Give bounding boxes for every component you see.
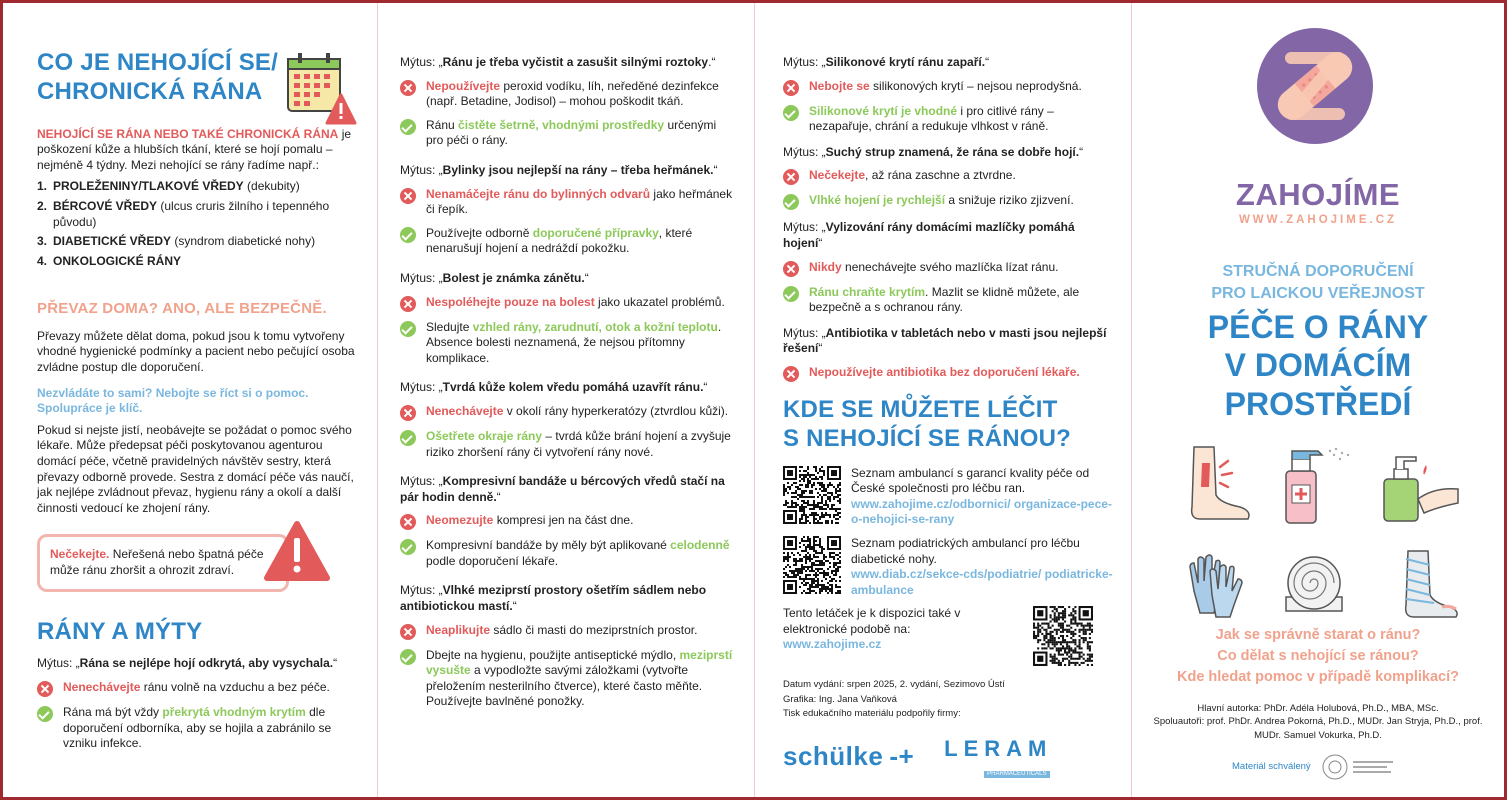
cross-icon — [783, 80, 799, 96]
cross-icon — [400, 188, 416, 204]
leaflet-link[interactable]: www.zahojime.cz — [783, 637, 882, 652]
dont-item: Nepoužívejte antibiotika bez doporučení lékaře. — [783, 365, 1113, 382]
cross-icon — [37, 681, 53, 697]
leram-logo: LERAM PHARMACEUTICALS — [944, 736, 1053, 777]
chronic-wound-title: CO JE NEHOJÍCÍ SE/ CHRONICKÁ RÁNA — [37, 49, 278, 105]
dont-item: Nečekejte, až rána zaschne a ztvrdne. — [783, 168, 1113, 185]
approval — [1232, 753, 1401, 781]
credits — [783, 678, 1113, 721]
dont-item: Nepoužívejte peroxid vodíku, líh, neředěné dezinfekce (např. Betadine, Jodisol) – mohou poškodit tkáň. — [400, 79, 736, 110]
myth-block — [400, 271, 736, 366]
qr-code-icon[interactable] — [783, 466, 841, 524]
do-item: Kompresivní bandáže by měly být aplikované celodenně podle doporučení lékaře. — [400, 538, 736, 569]
sponsor-text: Tisk edukačního materiálu podpořily firmy: — [783, 707, 961, 719]
coauthors: Spoluautoři: prof. PhDr. Andrea Pokorná, Ph.D., MUDr. Jan Stryja, Ph.D., prof. MUDr. Samuel Vokurka, Ph.D. — [1153, 716, 1483, 741]
panel-myths-2 — [755, 3, 1131, 797]
chronic-wound-intro: NEHOJÍCÍ SE RÁNA NEBO TAKÉ CHRONICKÁ RÁNA je poškození kůže a hlubších tkání, které se hojí pomalu – nejméně 4 týdny. Mezi nehojící se rány řadíme např.: — [37, 126, 352, 172]
sponsor-logos — [783, 735, 1113, 779]
qr-row-2 — [783, 536, 1113, 598]
dont-item: Nebojte se silikonových krytí – nejsou neprodyšná. — [783, 79, 1113, 96]
myth-block — [783, 145, 1113, 211]
myths-title: RÁNY A MÝTY — [37, 617, 203, 645]
qr-code-icon[interactable] — [783, 536, 841, 594]
where-title: KDE SE MŮŽETE LÉČIT S NEHOJÍCÍ SE RÁNOU? — [783, 395, 1072, 452]
do-item: Dbejte na hygienu, použijte antiseptické mýdlo, meziprstí vysušte a vypodložte savými záložkami (vytvořte přeložením nesterilního čtverce), které často měňte. Používejte bavlněné ponožky. — [400, 648, 736, 710]
graphics-credit: Grafika: Ing. Jana Vaňková — [783, 693, 897, 705]
brand-name: ZAHOJÍME — [1235, 177, 1401, 212]
panel-chronic-wound — [3, 3, 377, 797]
dont-item: Nespoléhejte pouze na bolest jako ukazatel problémů. — [400, 295, 736, 312]
myth-block — [783, 220, 1113, 315]
myth-statement: Mýtus: „Silikonové krytí ránu zapaří.“ — [783, 55, 990, 69]
myth-1: Mýtus: „Rána se nejlépe hojí odkrytá, aby vysychala.“ — [37, 656, 338, 671]
myth-block — [400, 474, 736, 569]
gloves-icon — [1184, 551, 1254, 621]
myth-block — [400, 163, 736, 257]
check-icon — [400, 539, 416, 555]
myth-statement: Mýtus: „Vlhké meziprstí prostory ošetřím sádlem nebo antibiotickou mastí.“ — [400, 583, 707, 614]
wound-types-list — [37, 179, 355, 269]
do-item: Používejte odborně doporučené přípravky, které nenarušují hojení a nedráždí pokožku. — [400, 226, 736, 257]
list-item: 4. ONKOLOGICKÉ RÁNY — [37, 253, 182, 268]
do-item: Silikonové krytí je vhodné i pro citlivé rány – nezapařuje, chrání a redukuje vlhkost v ráně. — [783, 104, 1113, 135]
cover-title: PÉČE O RÁNY V DOMÁCÍM PROSTŘEDÍ — [1207, 309, 1429, 422]
home-care-text: Pokud si nejste jistí, neobávejte se požádat o pomoc svého lékaře. Může předepsat péči poskytovanou agenturou domácí péče, včetně pravidelných návštěv sestry, která převazy odborně provede. Sestra z domácí péče vás naučí, jak nejlépe zvládnout převaz, hygienu rány a okolí a další činnosti vedoucí ke zhojení rány. — [37, 422, 354, 515]
cross-icon — [400, 296, 416, 312]
myth-block — [400, 55, 736, 149]
myth-antibiotics: Mýtus: „Antibiotika v tabletách nebo v masti jsou nejlepší řešení“ — [783, 325, 1107, 356]
approved-text: Materiál schválený — [1232, 760, 1311, 772]
soap-hand-icon — [1378, 443, 1462, 525]
myth-statement: Mýtus: „Kompresivní bandáže u bércových vředů stačí na pár hodin denně.“ — [400, 474, 725, 504]
myth-statement: Mýtus: „Suchý strup znamená, že rána se dobře hojí.“ — [783, 144, 1084, 159]
issue-date: Datum vydání: srpen 2025, 2. vydání, Sezimovo Ústí — [783, 679, 1005, 691]
qr1-text: Seznam ambulancí s garancí kvality péče od České společnosti pro léčbu ran. — [851, 465, 1090, 496]
myth-statement: Mýtus: „Bolest je známka zánětu.“ — [400, 270, 589, 285]
do-item: Ránu čistěte šetrně, vhodnými prostředky určenými pro péči o rány. — [400, 118, 736, 149]
check-icon — [783, 194, 799, 210]
cover-subtitle: STRUČNÁ DOPORUČENÍ PRO LAICKOU VEŘEJNOST — [1211, 263, 1425, 302]
do-item: Ránu chraňte krytím. Mazlit se klidně můžete, ale bezpečně a s ochranou rány. — [783, 285, 1113, 316]
society-seal-icon — [1321, 753, 1401, 781]
myth-block — [400, 583, 736, 710]
list-item: 1. PROLEŽENINY/TLAKOVÉ VŘEDY (dekubity) — [37, 179, 300, 194]
cross-icon — [400, 80, 416, 96]
home-dressing-title: PŘEVAZ DOMA? ANO, ALE BEZPEČNĚ. — [37, 300, 327, 318]
qr1-link[interactable]: www.zahojime.cz/odbornici/ organizace-pece-o-nehojici-se-rany — [851, 496, 1112, 527]
do-item: Rána má být vždy překrytá vhodným krytím dle doporučení odborníka, aby se hojila a zabránilo se vzniku infekce. — [37, 705, 355, 752]
dont-item: Nenamáčejte ránu do bylinných odvarů jako heřmánek či řepík. — [400, 187, 736, 218]
disinfectant-spray-icon — [1278, 445, 1358, 527]
cross-icon — [783, 169, 799, 185]
bandage-roll-icon — [1282, 551, 1362, 617]
myth-statement: Mýtus: „Vylizování rány domácími mazlíčky pomáhá hojení“ — [783, 220, 1075, 250]
help-text: Nezvládáte to sami? Nebojte se říct si o pomoc. Spolupráce je klíč. — [37, 385, 309, 416]
cross-icon — [400, 405, 416, 421]
home-dressing-text: Převazy můžete dělat doma, pokud jsou k tomu vytvořeny vhodné hygienické podmínky a pacient nebo pečující osoba zvládne postup dle doporučení. — [37, 328, 355, 375]
panel-myths-1 — [378, 3, 754, 797]
check-icon — [400, 430, 416, 446]
cross-icon — [783, 366, 799, 382]
cross-icon — [783, 261, 799, 277]
list-item: 3. DIABETICKÉ VŘEDY (syndrom diabetické nohy) — [37, 234, 316, 249]
do-item: Sledujte vzhled rány, zarudnutí, otok a kožní teplotu. Absence bolesti neznamená, že nejsou přítomny komplikace. — [400, 320, 736, 367]
check-icon — [400, 227, 416, 243]
cross-icon — [400, 624, 416, 640]
myth-statement: Mýtus: „Bylinky jsou nejlepší na rány – třeba heřmánek.“ — [400, 162, 718, 177]
qr-code-icon[interactable] — [1033, 606, 1093, 666]
main-author: Hlavní autorka: PhDr. Adéla Holubová, Ph.D., MBA, MSc. — [1197, 703, 1439, 714]
brand-url[interactable]: WWW.ZAHOJIME.CZ — [1238, 214, 1398, 226]
check-icon — [783, 286, 799, 302]
do-item: Vlhké hojení je rychlejší a snižuje riziko zjizvení. — [783, 193, 1113, 210]
dont-item: Nikdy nenechávejte svého mazlíčka lízat ránu. — [783, 260, 1113, 277]
zahojime-logo — [1257, 28, 1373, 144]
panel-cover — [1132, 3, 1504, 797]
dont-item: Nenechávejte ránu volně na vzduchu a bez péče. — [37, 680, 355, 697]
check-icon — [400, 321, 416, 337]
dont-item: Nenechávejte v okolí rány hyperkeratózy (ztvrdlou kůži). — [400, 404, 736, 421]
calendar-warning-icon — [285, 51, 357, 125]
cross-icon — [400, 514, 416, 530]
myth-statement: Mýtus: „Tvrdá kůže kolem vředu pomáhá uzavřít ránu.“ — [400, 380, 708, 395]
warning-triangle-icon — [263, 520, 331, 582]
check-icon — [783, 105, 799, 121]
check-icon — [37, 706, 53, 722]
list-item: 2. BÉRCOVÉ VŘEDY (ulcus cruris žilního i tepenného původu) — [37, 198, 330, 229]
schulke-logo: schülke -+ — [783, 741, 915, 772]
dont-item: Neomezujte kompresi jen na část dne. — [400, 513, 736, 530]
qr-row-1 — [783, 466, 1113, 528]
myth-block — [783, 55, 1113, 135]
cover-questions: Jak se správně starat o ránu? Co dělat s nehojící se ránou? Kde hledat pomoc v případě komplikací? — [1176, 627, 1459, 686]
leaflet-text: Tento letáček je k dispozici také v elektronické podobě na: — [783, 606, 961, 636]
myth-statement: Mýtus: „Ránu je třeba vyčistit a zasušit silnými roztoky.“ — [400, 55, 716, 69]
dont-item: Neaplikujte sádlo či masti do meziprstních prostor. — [400, 623, 736, 640]
warning-box: Nečekejte. Neřešená nebo špatná péče může ránu zhoršit a ohrozit zdraví. — [37, 534, 289, 591]
injured-leg-icon — [1180, 443, 1260, 527]
leaflet-info — [783, 606, 1113, 666]
qr2-link[interactable]: www.diab.cz/sekce-cds/podiatrie/ podiatricke-ambulance — [851, 567, 1113, 597]
qr2-text: Seznam podiatrických ambulancí pro léčbu diabetické nohy. — [851, 535, 1080, 566]
do-item: Ošetřete okraje rány – tvrdá kůže brání hojení a zvyšuje riziko zhoršení rány či vytvoření rány nové. — [400, 429, 736, 460]
check-icon — [400, 119, 416, 135]
check-icon — [400, 649, 416, 665]
myth-block — [400, 380, 736, 460]
authors — [1132, 702, 1504, 742]
bandaged-leg-icon — [1394, 547, 1464, 621]
